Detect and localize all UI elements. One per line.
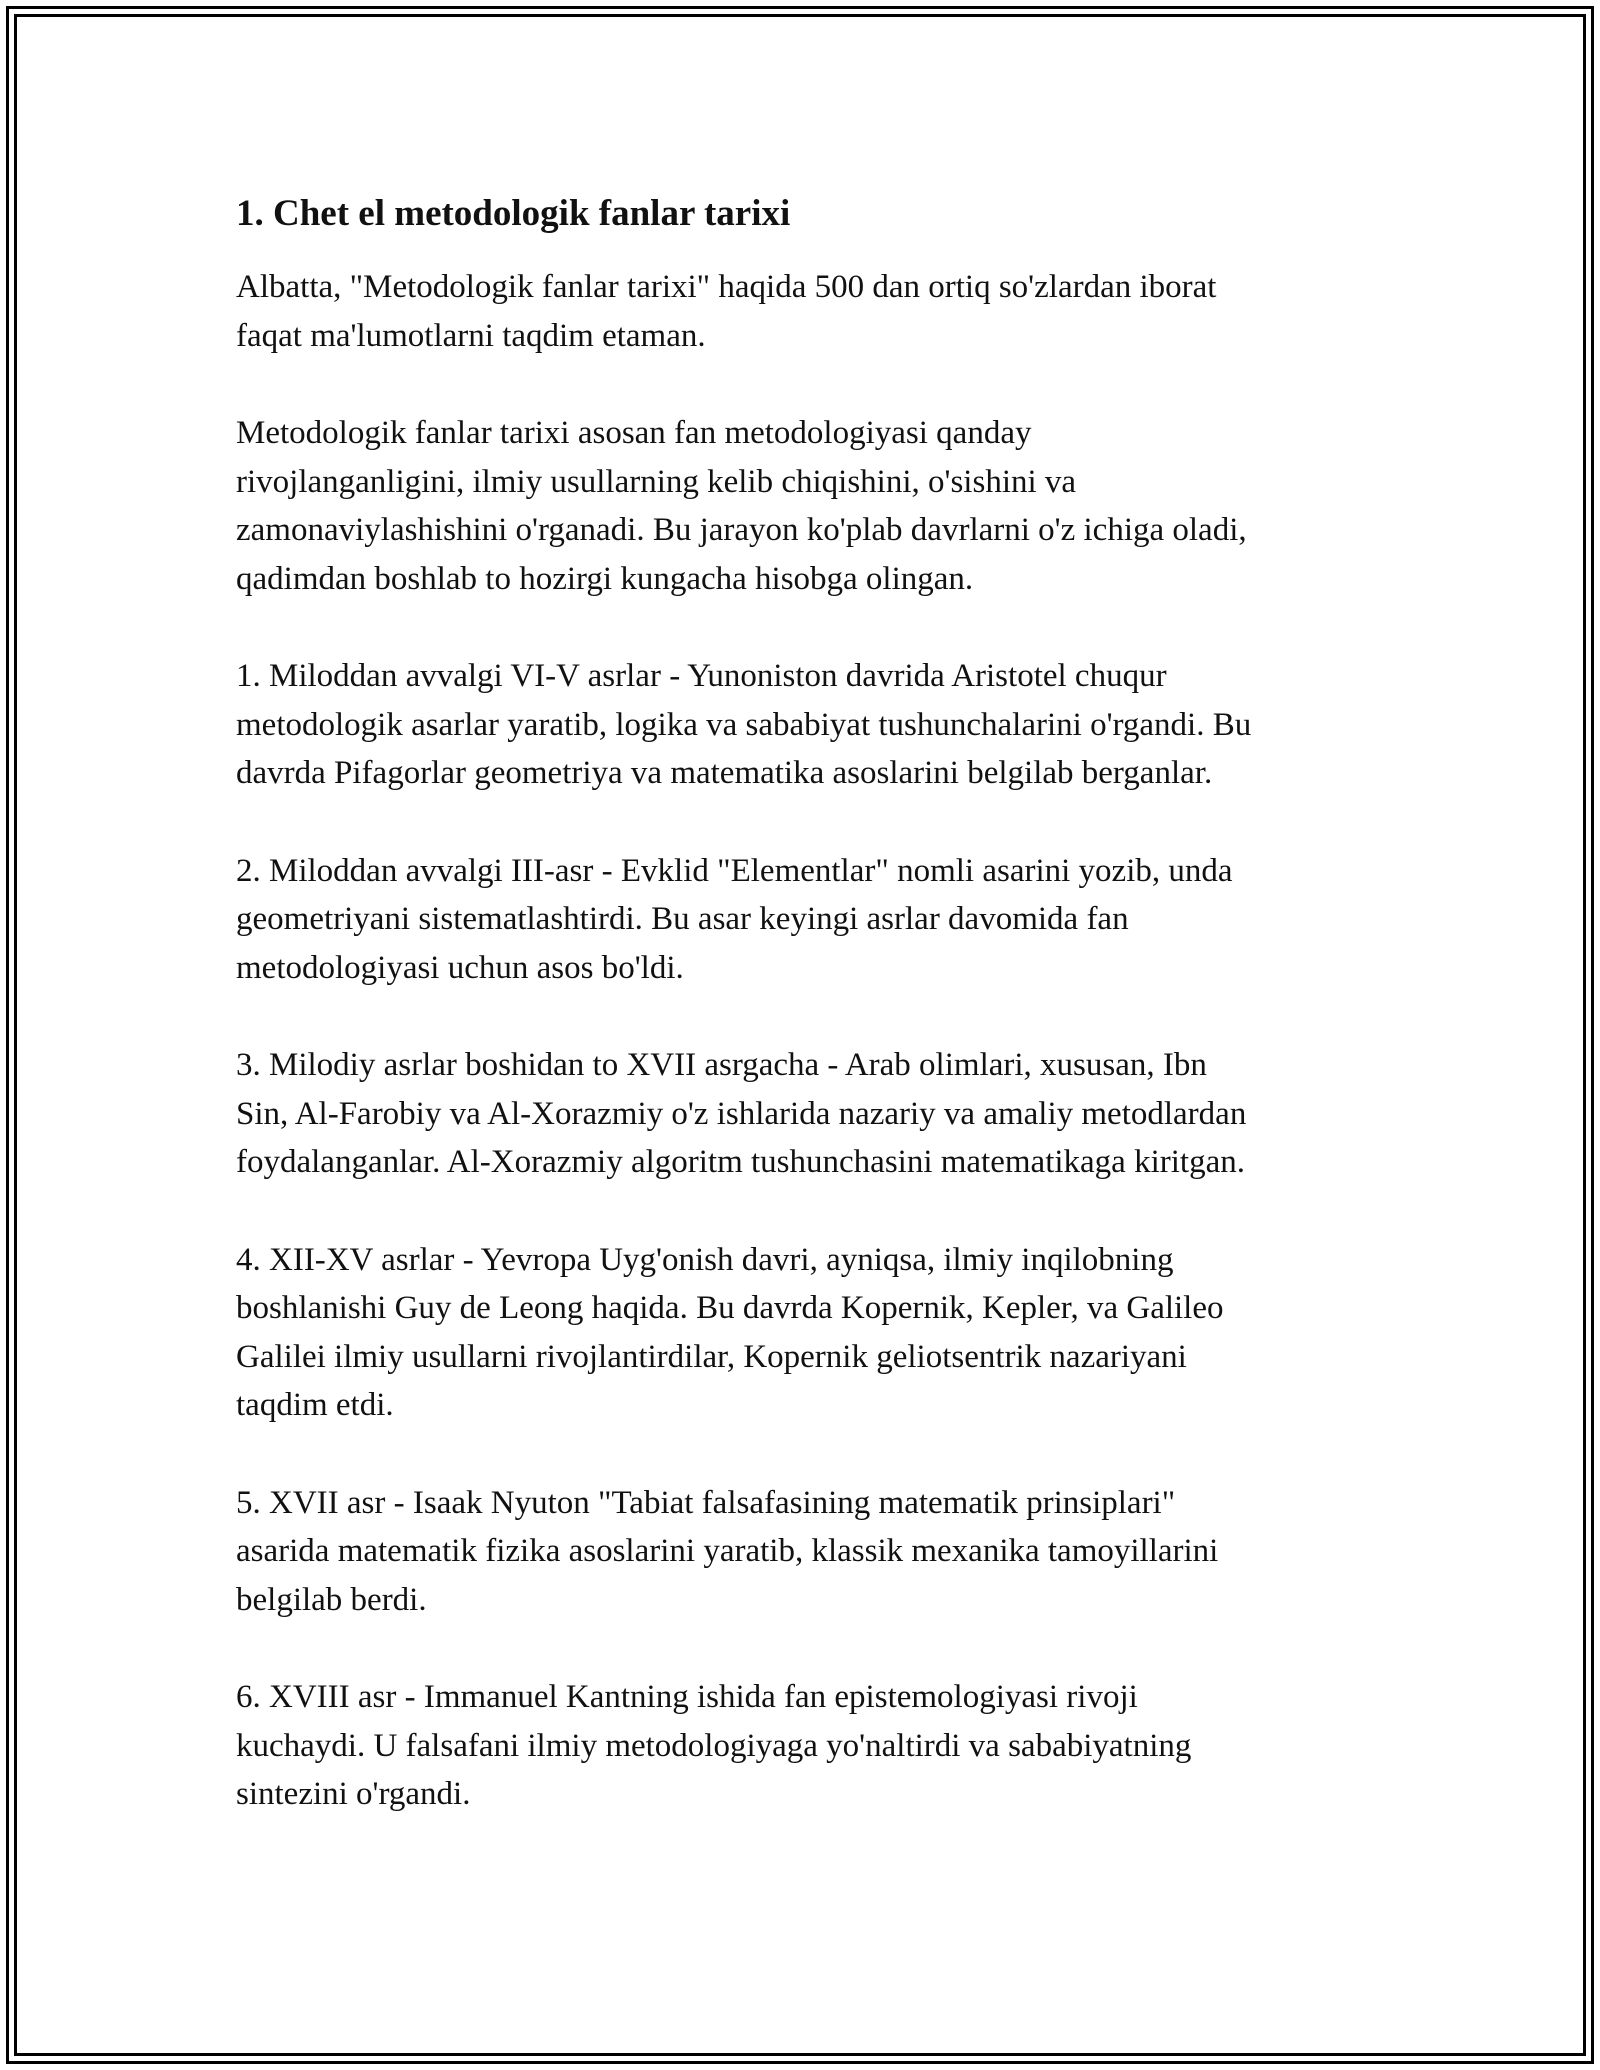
- paragraph-line: asarida matematik fizika asoslarini yaratib, klassik mexanika tamoyillarini: [236, 1533, 1219, 1569]
- paragraph-line: metodologiyasi uchun asos bo'ldi.: [236, 949, 684, 986]
- paragraph-item-6: [236, 1673, 1376, 1819]
- paragraph-item-3: [236, 1041, 1376, 1187]
- document-body: [236, 190, 1376, 1868]
- paragraph-line: qadimdan boshlab to hozirgi kungacha hisobga olingan.: [236, 560, 974, 597]
- paragraph-item-2: [236, 847, 1376, 993]
- paragraph-item-4: [236, 1236, 1376, 1430]
- paragraph-line: metodologik asarlar yaratib, logika va sababiyat tushunchalarini o'rgandi. Bu: [236, 706, 1252, 743]
- paragraph-line: sintezini o'rgandi.: [236, 1776, 471, 1812]
- paragraph-line: faqat ma'lumotlarni taqdim etaman.: [236, 317, 706, 354]
- document-title: 1. Chet el metodologik fanlar tarixi: [236, 193, 791, 234]
- paragraph-line: boshlanishi Guy de Leong haqida. Bu davrda Kopernik, Kepler, va Galileo: [236, 1290, 1224, 1326]
- paragraph-line: foydalanganlar. Al-Xorazmiy algoritm tushunchasini matematikaga kiritgan.: [236, 1144, 1245, 1180]
- paragraph-intro: [236, 263, 1376, 360]
- paragraph-line: Sin, Al-Farobiy va Al-Xorazmiy o'z ishlarida nazariy va amaliy metodlardan: [236, 1095, 1247, 1132]
- paragraph-line: 2. Miloddan avvalgi III-asr - Evklid "Elementlar" nomli asarini yozib, unda: [236, 852, 1233, 889]
- paragraph-line: 1. Miloddan avvalgi VI-V asrlar - Yunoniston davrida Aristotel chuqur: [236, 658, 1167, 694]
- paragraph-line: 5. XVII asr - Isaak Nyuton "Tabiat falsafasining matematik prinsiplari": [236, 1484, 1176, 1521]
- paragraph-item-5: [236, 1479, 1376, 1625]
- paragraph-line: 3. Milodiy asrlar boshidan to XVII asrgacha - Arab olimlari, xususan, Ibn: [236, 1047, 1207, 1083]
- paragraph-line: Albatta, "Metodologik fanlar tarixi" haqida 500 dan ortiq so'zlardan iborat: [236, 269, 1217, 305]
- paragraph-item-1: [236, 652, 1376, 798]
- paragraph-line: zamonaviylashishini o'rganadi. Bu jarayon ko'plab davrlarni o'z ichiga oladi,: [236, 512, 1247, 548]
- paragraph-line: belgilab berdi.: [236, 1581, 427, 1618]
- paragraph-overview: [236, 409, 1376, 603]
- paragraph-line: Galilei ilmiy usullarni rivojlantirdilar, Kopernik geliotsentrik nazariyani: [236, 1338, 1187, 1375]
- paragraph-line: davrda Pifagorlar geometriya va matematika asoslarini belgilab berganlar.: [236, 755, 1213, 791]
- paragraph-line: Metodologik fanlar tarixi asosan fan metodologiyasi qanday: [236, 415, 1032, 451]
- paragraph-line: kuchaydi. U falsafani ilmiy metodologiyaga yo'naltirdi va sababiyatning: [236, 1727, 1192, 1764]
- paragraph-line: geometriyani sistematlashtirdi. Bu asar keyingi asrlar davomida fan: [236, 901, 1129, 937]
- paragraph-line: 6. XVIII asr - Immanuel Kantning ishida fan epistemologiyasi rivoji: [236, 1679, 1138, 1715]
- paragraph-line: 4. XII-XV asrlar - Yevropa Uyg'onish davri, ayniqsa, ilmiy inqilobning: [236, 1241, 1174, 1278]
- paragraph-line: rivojlanganligini, ilmiy usullarning kelib chiqishini, o'sishini va: [236, 463, 1077, 500]
- paragraph-line: taqdim etdi.: [236, 1387, 394, 1423]
